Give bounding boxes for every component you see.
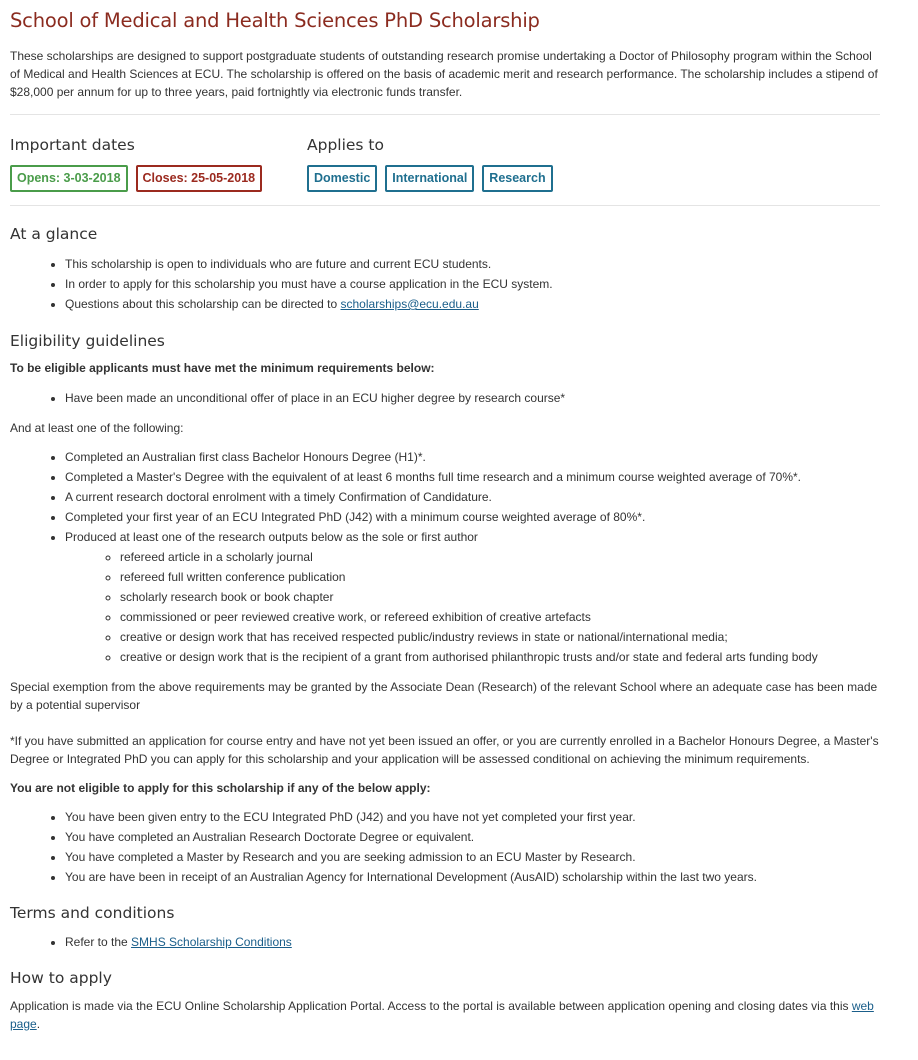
opens-badge: Opens: 3-03-2018 bbox=[10, 165, 128, 192]
minimum-requirements-list bbox=[10, 388, 880, 408]
eligibility-heading: Eligibility guidelines bbox=[10, 332, 165, 350]
list-item: • Completed your first year of an ECU Integrated PhD (J42) with a minimum course weighted average of 80%*. bbox=[65, 507, 880, 527]
list-item: • Refer to the SMHS Scholarship Conditions bbox=[65, 932, 880, 952]
not-eligible-lead: You are not eligible to apply for this scholarship if any of the below apply: bbox=[10, 781, 431, 795]
intro-paragraph: These scholarships are designed to support postgraduate students of outstanding research promise undertaking a Doctor of Philosophy program within the School of Medical and Health Sciences at ECU. The scholarship is offered on the basis of academic merit and research performance. The scholarship includes a stipend of $28,000 per annum for up to three years, paid fortnightly via electronic funds transfer. bbox=[10, 49, 878, 99]
tag-international[interactable]: International bbox=[385, 165, 474, 192]
applies-to bbox=[307, 135, 553, 192]
web-page-link[interactable]: web page bbox=[10, 999, 874, 1031]
closes-badge: Closes: 25-05-2018 bbox=[136, 165, 263, 192]
eligibility-lead: To be eligible applicants must have met the minimum requirements below: bbox=[10, 361, 435, 375]
list-item: • A current research doctoral enrolment with a timely Confirmation of Candidature. bbox=[65, 487, 880, 507]
list-item: • Have been made an unconditional offer of place in an ECU higher degree by research course* bbox=[65, 388, 880, 408]
list-item: ◦ commissioned or peer reviewed creative work, or refereed exhibition of creative artefacts bbox=[120, 607, 880, 627]
list-item: ◦ refereed article in a scholarly journal bbox=[120, 547, 880, 567]
list-item: ◦ creative or design work that has received respected public/industry reviews in state or national/international media; bbox=[120, 627, 880, 647]
list-item: • Produced at least one of the research outputs below as the sole or first author ◦ refereed article in a scholarly journal ◦ refereed full written conference publication ◦ scholarly research book or book chapter ◦ commissioned or peer reviewed creative work, or refereed exhibition of creative artefacts ◦ creative or design work that has received respected public/industry reviews in state or national/international media; ◦ creative or design work that is the recipient of a grant from authorised philanthropic trusts and/or state and federal arts funding body bbox=[65, 527, 880, 667]
terms-list bbox=[10, 932, 880, 952]
list-item: • Completed an Australian first class Bachelor Honours Degree (H1)*. bbox=[65, 447, 880, 467]
applies-to-heading: Applies to bbox=[307, 136, 384, 154]
exemption-text: Special exemption from the above requirements may be granted by the Associate Dean (Research) of the relevant School where an adequate case has been made by a potential supervisor bbox=[10, 680, 878, 712]
at-least-one-text: And at least one of the following: bbox=[10, 421, 184, 435]
list-item: • You have completed an Australian Research Doctorate Degree or equivalent. bbox=[65, 827, 880, 847]
dates-applies-row bbox=[10, 115, 880, 205]
list-item: • This scholarship is open to individuals who are future and current ECU students. bbox=[65, 254, 880, 274]
smhs-conditions-link[interactable]: SMHS Scholarship Conditions bbox=[131, 935, 292, 949]
how-to-apply-text: Application is made via the ECU Online Scholarship Application Portal. Access to the portal is available between application opening and closing dates via this web page. bbox=[10, 999, 874, 1031]
list-item: • Completed a Master's Degree with the equivalent of at least 6 months full time research and a minimum course weighted average of 70%*. bbox=[65, 467, 880, 487]
list-item: ◦ refereed full written conference publication bbox=[120, 567, 880, 587]
how-to-apply-heading: How to apply bbox=[10, 969, 112, 987]
list-item: • Questions about this scholarship can be directed to scholarships@ecu.edu.au bbox=[65, 294, 880, 314]
list-item: • In order to apply for this scholarship you must have a course application in the ECU system. bbox=[65, 274, 880, 294]
not-eligible-list bbox=[10, 807, 880, 887]
tag-domestic[interactable]: Domestic bbox=[307, 165, 377, 192]
eligibility-options-list bbox=[10, 447, 880, 667]
at-a-glance-heading: At a glance bbox=[10, 225, 98, 243]
list-item: ◦ scholarly research book or book chapter bbox=[120, 587, 880, 607]
research-outputs-list bbox=[65, 547, 880, 667]
terms-heading: Terms and conditions bbox=[10, 904, 175, 922]
page-title: School of Medical and Health Sciences PhD Scholarship bbox=[10, 9, 540, 32]
tag-research[interactable]: Research bbox=[482, 165, 552, 192]
important-dates bbox=[10, 135, 307, 192]
list-item: • You have completed a Master by Research and you are seeking admission to an ECU Master by Research. bbox=[65, 847, 880, 867]
at-a-glance-list bbox=[10, 254, 880, 314]
important-dates-heading: Important dates bbox=[10, 136, 135, 154]
list-item: • You have been given entry to the ECU Integrated PhD (J42) and you have not yet completed your first year. bbox=[65, 807, 880, 827]
footnote-text: *If you have submitted an application for course entry and have not yet been issued an offer, or you are currently enrolled in a Bachelor Honours Degree, a Master's Degree or Integrated PhD you can apply for this scholarship and your application will be assessed conditional on achieving the minimum requirements. bbox=[10, 734, 879, 766]
list-item: • You are have been in receipt of an Australian Agency for International Development (AusAID) scholarship within the last two years. bbox=[65, 867, 880, 887]
email-link[interactable]: scholarships@ecu.edu.au bbox=[340, 297, 479, 311]
list-item: ◦ creative or design work that is the recipient of a grant from authorised philanthropic trusts and/or state and federal arts funding body bbox=[120, 647, 880, 667]
